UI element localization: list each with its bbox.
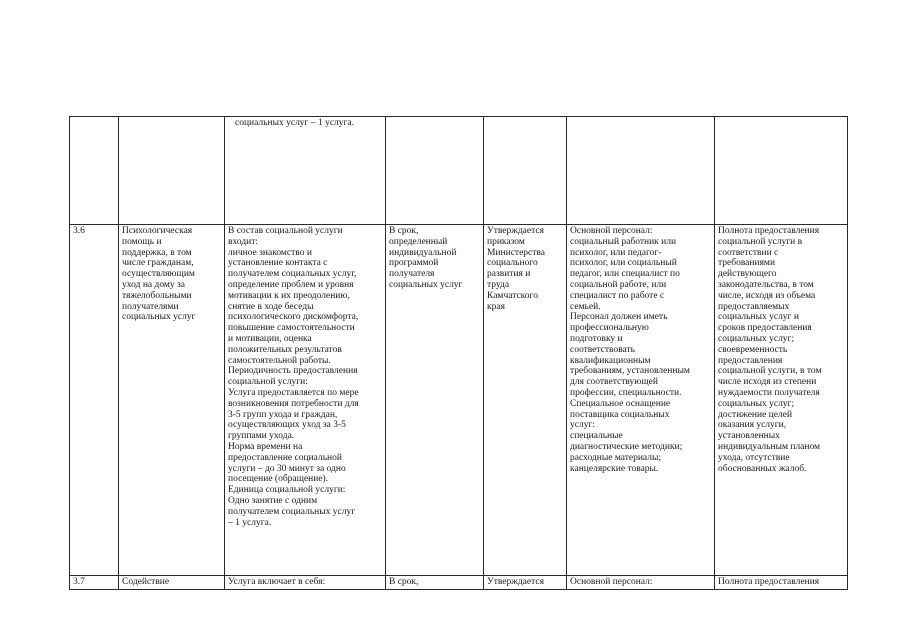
continuation-text: социальных услуг – 1 услуга. bbox=[235, 118, 355, 128]
continuation-row bbox=[70, 117, 848, 225]
service-term: В срок, определенный индивидуальной программой получателя социальных услуг bbox=[386, 225, 484, 576]
cell-tariff bbox=[484, 117, 567, 225]
service-quality: Полнота предоставления bbox=[715, 576, 848, 590]
service-content: В состав социальной услуги входит: личное знакомство и установление контакта с получателем социальных услуг, определение проблем и уровня мотивации к их преодолению, снятие в ходе беседы психологического дискомфорта, повышение самостоятельности и мотивации, оценка положительных результатов самостоятельной работы. Периодичность предоставления социальной услуги: Услуга предоставляется по мере возникновения потребности для 3-5 групп ухода и граждан, осуществляющих уход за 3-5 группами ухода. Норма времени на предоставление социальной услуги – до 30 минут за одно посещение (обращение). Единица социальной услуги: Одно занятие с одним получателем социальных услуг – 1 услуга. bbox=[225, 225, 386, 576]
service-name: Психологическая помощь и поддержка, в том числе гражданам, осуществляющим уход на дому за тяжелобольными получателями социальных услуг bbox=[119, 225, 225, 576]
service-tariff: Утверждается bbox=[484, 576, 567, 590]
services-table bbox=[69, 116, 848, 590]
row-3-6 bbox=[70, 225, 848, 576]
service-quality: Полнота предоставления социальной услуги в соответствии с требованиями действующего законодательства, в том числе, исходя из объема предоставляемых социальных услуг и сроков предоставления социальных услуг; своевременность предоставления социальной услуги, в том числе исходя из степени нуждаемости получателя социальных услуг; достижение целей оказания услуги, установленных индивидуальным планом ухода, отсутствие обоснованных жалоб. bbox=[715, 225, 848, 576]
cell-quality bbox=[715, 117, 848, 225]
service-tariff: Утверждается приказом Министерства социального развития и труда Камчатского края bbox=[484, 225, 567, 576]
cell-name bbox=[119, 117, 225, 225]
service-content: Услуга включает в себя: bbox=[225, 576, 386, 590]
cell-term bbox=[386, 117, 484, 225]
row-3-7 bbox=[70, 576, 848, 590]
row-number: 3.7 bbox=[70, 576, 119, 590]
service-name: Содействие bbox=[119, 576, 225, 590]
cell-content bbox=[225, 117, 386, 225]
cell-staff bbox=[567, 117, 715, 225]
cell-num bbox=[70, 117, 119, 225]
service-term: В срок, bbox=[386, 576, 484, 590]
service-staff: Основной персонал: социальный работник или психолог, или педагог- психолог, или социальный педагог, или специалист по социальной работе, или специалист по работе с семьей. Персонал должен иметь профессиональную подготовку и соответствовать квалификационным требованиям, установленным для соответствующей профессии, специальности. Специальное оснащение поставщика социальных услуг: специальные диагностические методики; расходные материалы; канцелярские товары. bbox=[567, 225, 715, 576]
service-staff: Основной персонал: bbox=[567, 576, 715, 590]
row-number: 3.6 bbox=[70, 225, 119, 576]
